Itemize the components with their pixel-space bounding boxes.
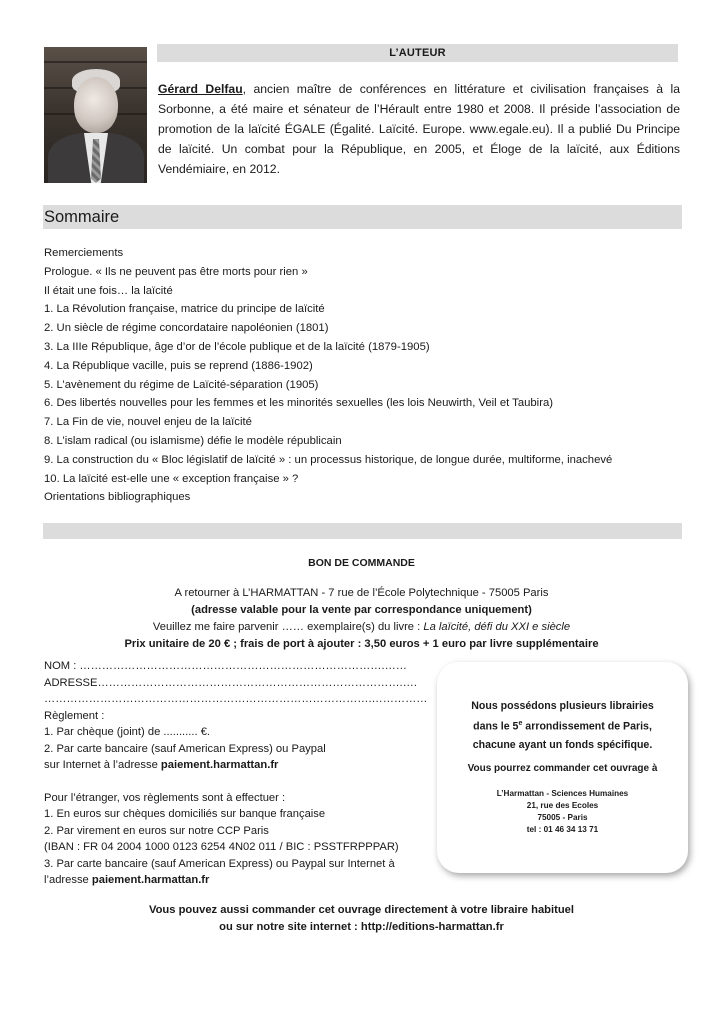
payment-url-prefix: sur Internet à l’adresse	[44, 759, 161, 771]
bookshop-phone: tel : 01 46 34 13 71	[526, 824, 599, 834]
return-address-line: A retourner à L’HARMATTAN - 7 rue de l’École Polytechnique - 75005 Paris	[174, 587, 549, 599]
toc-item: 5. L’avènement du régime de Laïcité-séparation (1905)	[44, 378, 319, 391]
bookshop-line-3: chacune ayant un fonds spécifique.	[472, 738, 653, 751]
section-divider	[43, 523, 682, 539]
address-field-continued[interactable]: …………………………………………………………………………….……………	[44, 693, 428, 705]
name-field[interactable]: NOM : ……………………………………………………………………….……	[44, 660, 407, 672]
payment-heading: Règlement :	[44, 709, 105, 722]
payment-url-line	[44, 757, 444, 774]
payment-option-cheque: 1. Par chèque (joint) de ........... €.	[44, 726, 211, 738]
bookshop-name: L’Harmattan - Sciences Humaines	[496, 788, 629, 798]
abroad-url-prefix: l’adresse	[44, 874, 92, 886]
bookshop-line-2: dans le 5e arrondissement de Paris,	[473, 720, 652, 733]
toc-item: 9. La construction du « Bloc législatif de laïcité » : un processus historique, de longue durée, multiforme, inachevé	[44, 453, 613, 466]
price-line: Prix unitaire de 20 € ; frais de port à ajouter : 3,50 euros + 1 euro par livre supplémentaire	[124, 638, 599, 650]
abroad-url-line	[44, 872, 444, 889]
bookshop-address	[437, 788, 688, 836]
bookshop-street: 21, rue des Ecoles	[526, 800, 599, 810]
toc-item: 3. La IIIe République, âge d’or de l’école publique et de la laïcité (1879-1905)	[44, 340, 430, 353]
toc-item: Il était une fois… la laïcité	[44, 284, 173, 297]
toc-item: 4. La République vacille, puis se reprend (1886-1902)	[44, 359, 313, 372]
author-photo	[44, 47, 147, 183]
abroad-option-card: 3. Par carte bancaire (sauf American Express) ou Paypal sur Internet à	[44, 857, 395, 870]
toc-item: 6. Des libertés nouvelles pour les femmes et les minorités sexuelles (les lois Neuwirth, Veil et Taubira)	[44, 397, 553, 410]
author-bio	[158, 79, 680, 179]
bottom-note-line-2: ou sur notre site internet : http://editions-harmattan.fr	[219, 920, 504, 933]
author-heading: L’AUTEUR	[157, 44, 678, 62]
bottom-note	[0, 902, 723, 935]
bookshop-city: 75005 - Paris	[537, 812, 588, 822]
valid-address-note: (adresse valable pour la vente par correspondance uniquement)	[191, 604, 532, 616]
abroad-option-transfer: 2. Par virement en euros sur notre CCP Paris	[44, 824, 269, 837]
author-name: Gérard Delfau	[158, 82, 243, 96]
send-line-text: Veuillez me faire parvenir …… exemplaire(s) du livre :	[152, 621, 424, 633]
bookshop-line-1: Nous possédons plusieurs librairies	[471, 700, 654, 712]
bottom-note-line-1: Vous pouvez aussi commander cet ouvrage directement à votre libraire habituel	[148, 904, 575, 916]
address-field[interactable]: ADRESSE……………………………………………………………………….….	[44, 676, 417, 689]
abroad-heading: Pour l’étranger, vos règlements sont à effectuer :	[44, 791, 286, 804]
abroad-payment-url: paiement.harmattan.fr	[91, 874, 210, 886]
table-of-contents	[44, 244, 684, 507]
book-title: La laïcité, défi du XXI e siècle	[423, 621, 571, 633]
toc-item: Prologue. « Ils ne peuvent pas être morts pour rien »	[44, 265, 308, 278]
order-intro	[0, 585, 723, 653]
send-line	[0, 619, 723, 636]
iban-line: (IBAN : FR 04 2004 1000 0123 6254 4N02 011 / BIC : PSSTFRPPPAR)	[44, 841, 399, 853]
abroad-option-cheque: 1. En euros sur chèques domiciliés sur banque française	[44, 808, 326, 820]
toc-item: Remerciements	[44, 247, 124, 259]
toc-item: 8. L’islam radical (ou islamisme) défie le modèle républicain	[44, 434, 342, 447]
toc-item: 10. La laïcité est-elle une « exception française » ?	[44, 472, 299, 485]
bookshop-order-line: Vous pourrez commander cet ouvrage à	[467, 762, 658, 774]
toc-item: 7. La Fin de vie, nouvel enjeu de la laïcité	[44, 416, 252, 429]
payment-option-card: 2. Par carte bancaire (sauf American Express) ou Paypal	[44, 742, 326, 755]
toc-item: 2. Un siècle de régime concordataire napoléonien (1801)	[44, 322, 329, 335]
order-form	[44, 658, 444, 889]
bookshop-info-box	[437, 662, 688, 873]
toc-item: Orientations bibliographiques	[44, 491, 191, 504]
toc-item: 1. La Révolution française, matrice du principe de laïcité	[44, 303, 325, 316]
order-title: BON DE COMMANDE	[308, 557, 415, 569]
bookshop-text	[437, 697, 688, 754]
payment-url: paiement.harmattan.fr	[160, 759, 279, 771]
sommaire-heading: Sommaire	[43, 205, 682, 229]
author-bio-text: , ancien maître de conférences en littérature et civilisation françaises à la Sorbonne, a été maire et sénateur de l’Hérault entre 1980 et 2008. Il préside l’association de promotion de la laïcité ÉGALE (Égalité. Laïcité. Europe. www.egale.eu). Il a publié Du Principe de laïcité. Un combat pour la République, en 2005, et Éloge de la laïcité, aux Éditions Vendémiaire, en 2012.	[158, 82, 680, 176]
